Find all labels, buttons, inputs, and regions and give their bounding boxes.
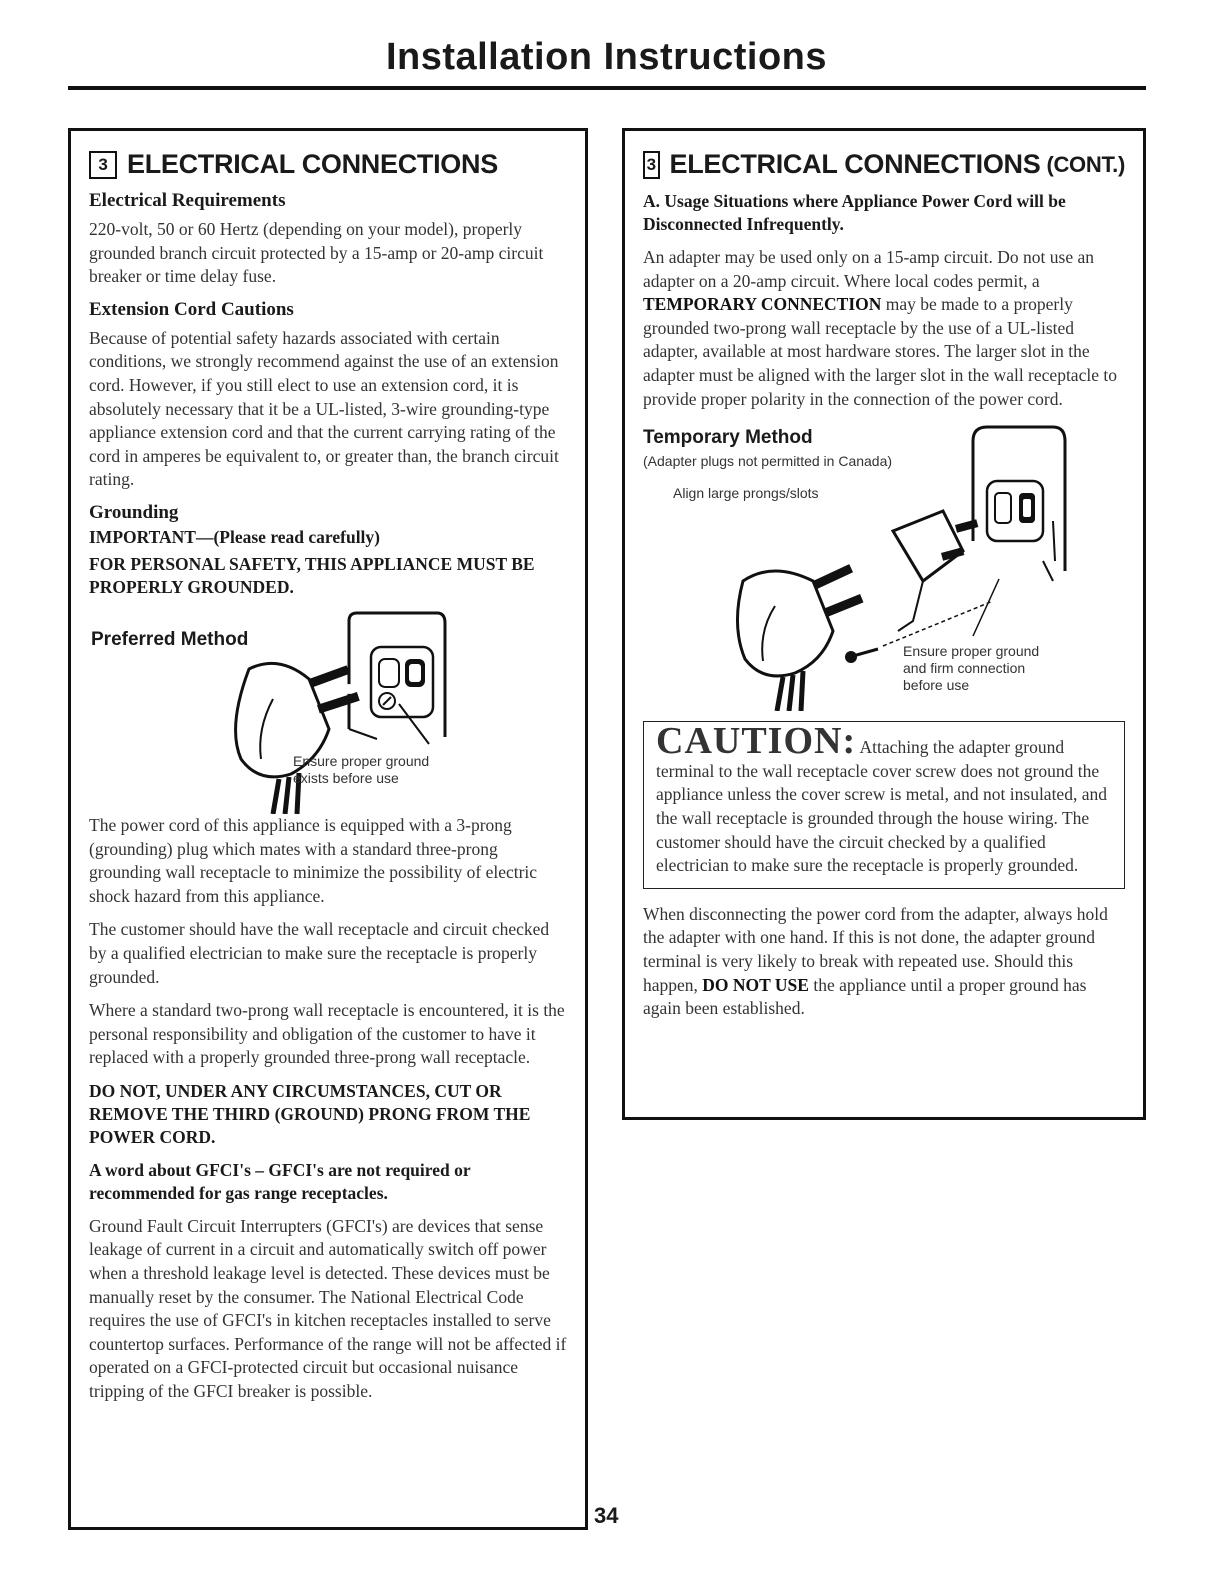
disconnect-paragraph xyxy=(643,903,1125,1021)
preferred-method-figure xyxy=(89,609,567,814)
caution-heading: CAUTION: xyxy=(656,720,857,763)
section-title: ELECTRICAL CONNECTIONS xyxy=(669,149,1041,179)
caution-paragraph xyxy=(656,720,1112,878)
extension-cord-text: Because of potential safety hazards associated with certain conditions, we strongly recommend against the use of an extension cord. However, if you still elect to use an extension cord, it is absolutely necessary that it be a UL-listed, 3-wire grounding-type appliance extension cord and that the current carrying rating of the cord in amperes be equivalent to, or greater than, the branch circuit rating. xyxy=(89,327,559,490)
temporary-method-figure xyxy=(643,421,1125,711)
left-section-heading xyxy=(89,149,567,180)
temporary-method-subtitle: (Adapter plugs not permitted in Canada) xyxy=(643,453,893,470)
step-number-box: 3 xyxy=(643,151,660,179)
title-rule xyxy=(68,86,1146,90)
usage-situations-title: A. Usage Situations where Appliance Power Cord will be Disconnected Infrequently. xyxy=(643,191,1066,234)
two-prong-paragraph: Where a standard two-prong wall receptacle is encountered, it is the personal responsibility and obligation of the customer to have it replaced with a properly grounded three-prong wall receptacle. xyxy=(89,1000,565,1068)
electrical-requirements-title: Electrical Requirements xyxy=(89,190,286,211)
adapter-text-1: An adapter may be used only on a 15-amp circuit. Do not use an adapter on a 20-amp circuit. Where local codes permit, a xyxy=(643,247,1094,291)
disconnect-text-2: the appliance until a proper ground has again been established. xyxy=(643,974,1087,1019)
do-not-use-emphasis: DO NOT USE xyxy=(702,974,809,995)
gfci-title: A word about GFCI's – GFCI's are not required or recommended for gas range receptacles. xyxy=(89,1159,471,1203)
page-title: Installation Instructions xyxy=(385,36,828,78)
important-note: IMPORTANT—(Please read carefully) xyxy=(89,526,380,547)
section-title: ELECTRICAL CONNECTIONS xyxy=(127,149,498,179)
align-note: Align large prongs/slots xyxy=(673,485,819,502)
electrical-requirements-text: 220-volt, 50 or 60 Hertz (depending on your model), properly grounded branch circuit protected by a 15-amp or 20-amp circuit breaker or time delay fuse. xyxy=(89,219,544,287)
left-panel xyxy=(68,128,588,1530)
caution-box xyxy=(643,721,1125,889)
page-number: 34 xyxy=(594,1503,619,1528)
disconnect-text-1: When disconnecting the power cord from the adapter, always hold the adapter with one hand. If this is not done, the adapter ground terminal is very likely to break with repeated use. Should this happen, xyxy=(643,903,1108,995)
adapter-text-2: may be made to a properly grounded two-prong wall receptacle by the use of a UL-listed adapter, available at most hardware stores. The larger slot in the adapter must be aligned with the larger slot in the wall receptacle to provide proper polarity in the connection of the power cord. xyxy=(643,294,1117,409)
preferred-ground-note: Ensure proper ground exists before use xyxy=(293,752,430,786)
right-section-heading xyxy=(643,149,1125,180)
caution-text: Attaching the adapter ground terminal to the wall receptacle cover screw does not ground the appliance unless the cover screw is metal, and not insulated, and the wall receptacle is grounded through the house wiring. The customer should have the circuit checked by a qualified electrician to make sure the receptacle is properly grounded. xyxy=(656,737,1107,876)
temporary-connection-emphasis: TEMPORARY CONNECTION xyxy=(643,294,882,315)
power-cord-paragraph: The power cord of this appliance is equipped with a 3-prong (grounding) plug which mates with a standard three-prong grounding wall receptacle to minimize the possibility of electric shock hazard from this appliance. xyxy=(89,814,538,906)
extension-cord-title: Extension Cord Cautions xyxy=(89,298,294,320)
right-panel xyxy=(622,128,1146,1120)
customer-check-paragraph: The customer should have the wall receptacle and circuit checked by a qualified electrician to make sure the receptacle is properly grounded. xyxy=(89,919,550,987)
safety-warning: FOR PERSONAL SAFETY, THIS APPLIANCE MUST BE PROPERLY GROUNDED. xyxy=(89,553,535,597)
gfci-text: Ground Fault Circuit Interrupters (GFCI's) are devices that sense leakage of current in a circuit and automatically switch off power when a threshold leakage level is detected. These devices must be manually reset by the consumer. The National Electrical Code requires the use of GFCI's in kitchen receptacles installed to serve countertop surfaces. Performance of the range will not be affected if operated on a GFCI-protected circuit but occasional nuisance tripping of the GFCI breaker is possible. xyxy=(89,1215,567,1402)
preferred-method-label: Preferred Method xyxy=(91,628,249,650)
cut-prong-warning: DO NOT, UNDER ANY CIRCUMSTANCES, CUT OR REMOVE THE THIRD (GROUND) PRONG FROM THE POWER CORD. xyxy=(89,1080,531,1147)
grounding-title: Grounding xyxy=(89,501,179,523)
continued-label: (CONT.) xyxy=(1046,151,1125,177)
step-number-box: 3 xyxy=(89,151,117,179)
ground-connection-note: Ensure proper ground and firm connection before use xyxy=(903,643,1040,694)
adapter-paragraph xyxy=(643,246,1125,411)
temporary-method-label: Temporary Method xyxy=(643,427,813,449)
